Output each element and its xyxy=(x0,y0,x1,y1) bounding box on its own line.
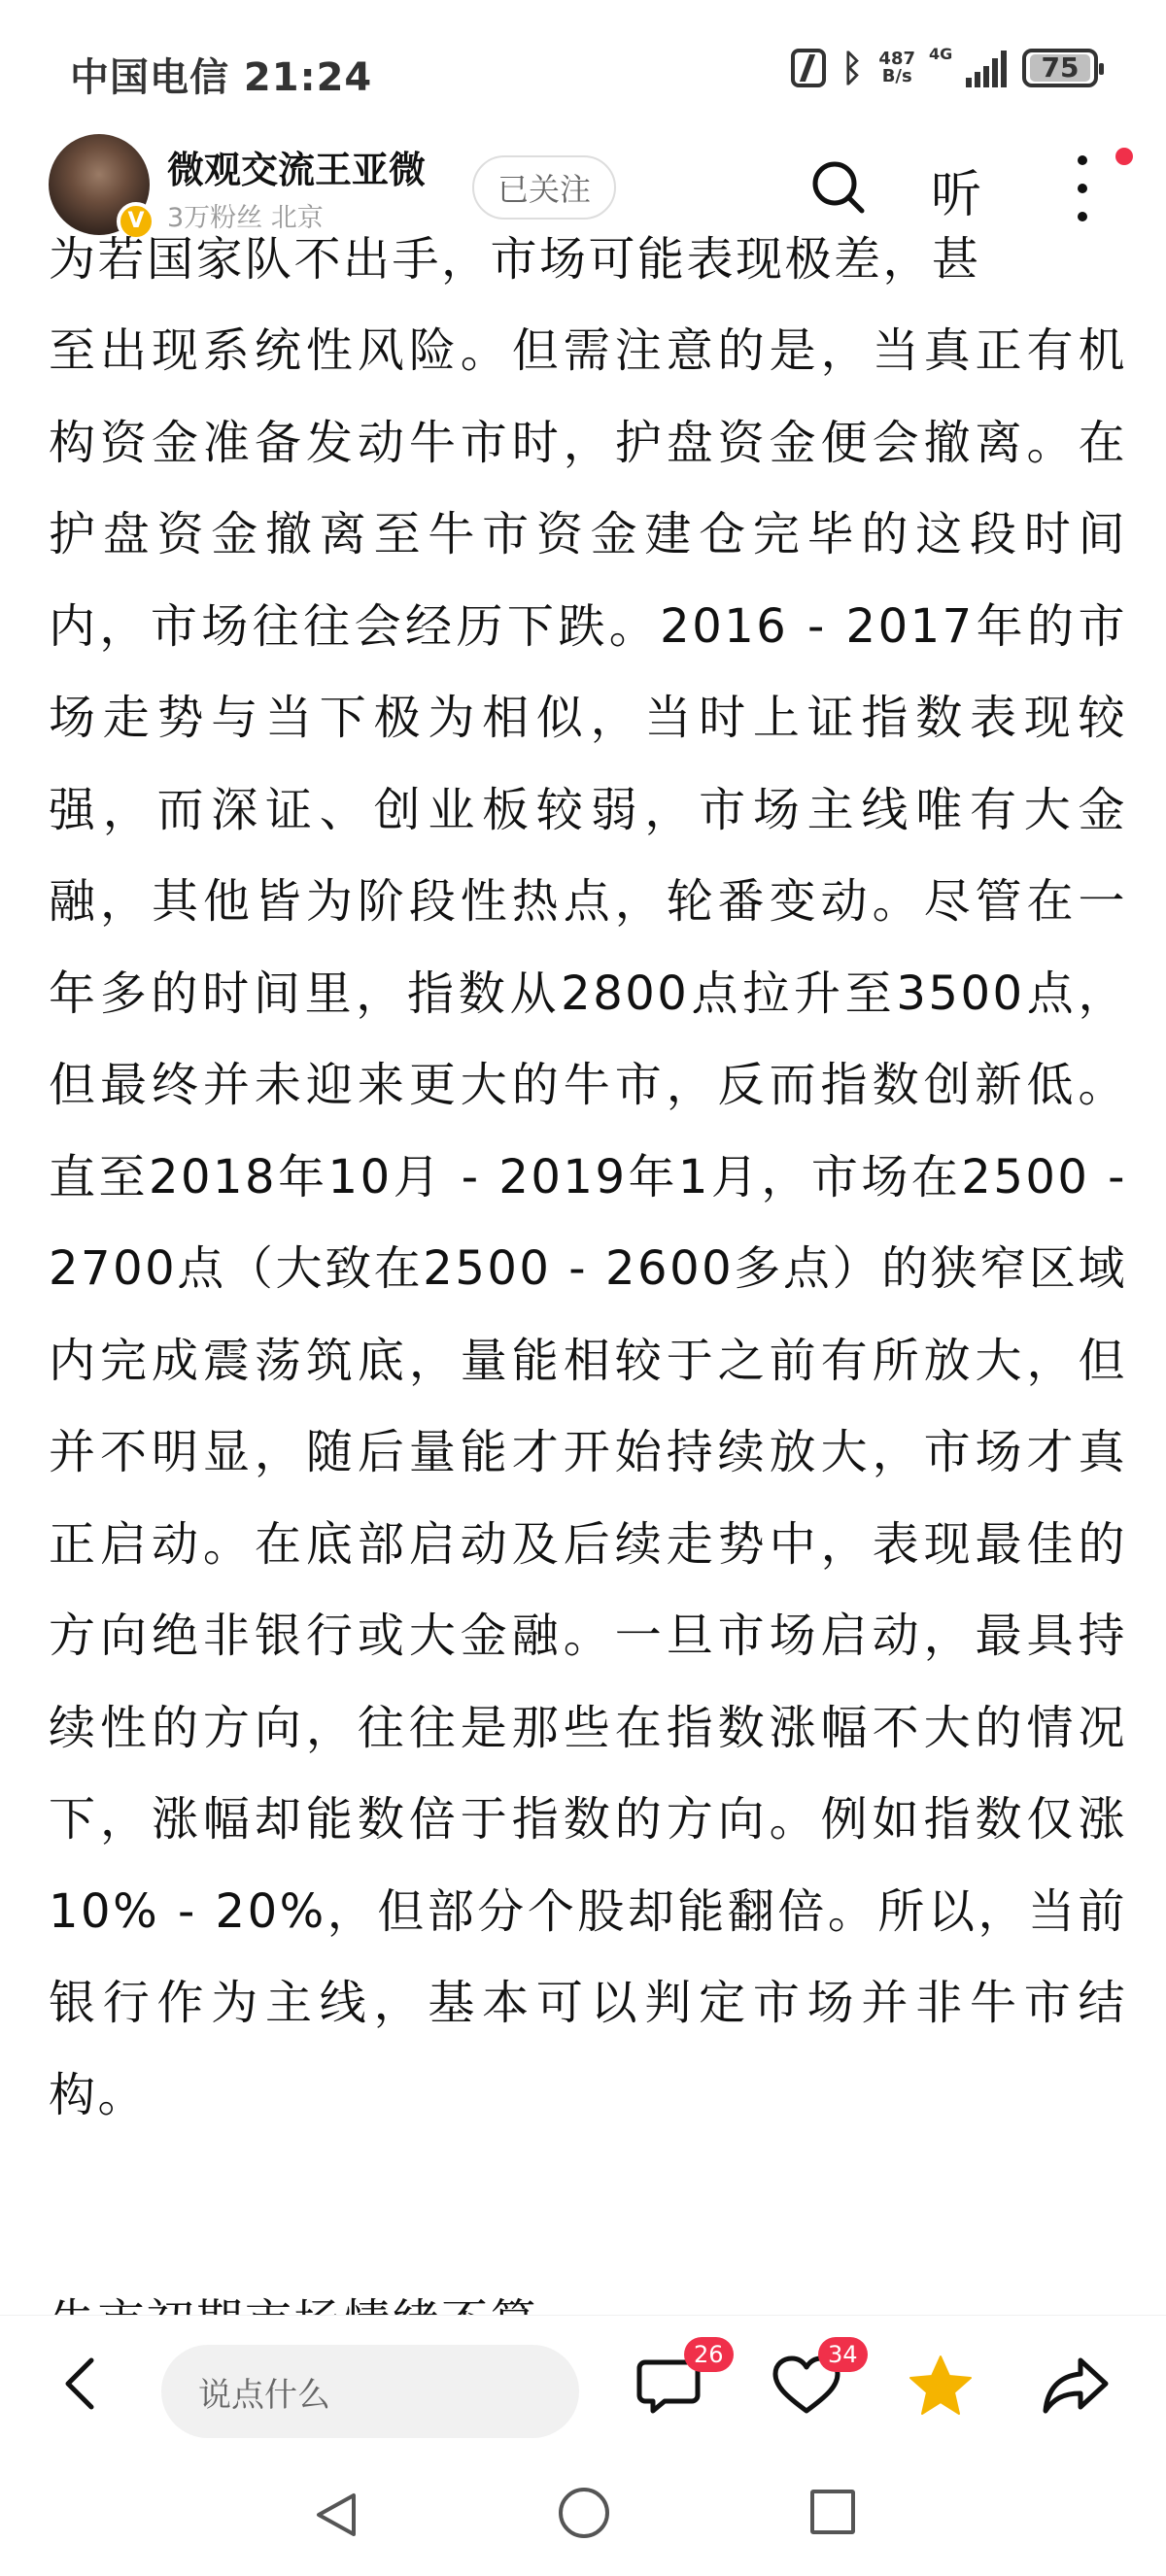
like-count-badge: 34 xyxy=(818,2337,868,2372)
status-bar xyxy=(0,0,1166,146)
bottom-action-bar xyxy=(0,2315,1166,2451)
follow-button[interactable]: 已关注 xyxy=(472,155,616,220)
nav-recent-apps-icon[interactable] xyxy=(810,2490,855,2534)
carrier-time: 中国电信 21:24 xyxy=(70,55,373,100)
signal-icon xyxy=(929,45,1007,87)
notification-dot xyxy=(1115,148,1133,165)
network-speed-unit: B/s xyxy=(881,66,912,86)
status-icons xyxy=(791,47,1098,89)
article-content xyxy=(49,232,1127,2315)
back-arrow-icon[interactable] xyxy=(56,2355,105,2413)
nav-home-icon[interactable] xyxy=(559,2488,609,2538)
bluetooth-icon: ᛒ xyxy=(840,47,864,89)
system-navigation-bar xyxy=(0,2451,1166,2576)
comment-count-badge: 26 xyxy=(684,2337,734,2372)
battery-icon xyxy=(1022,49,1098,87)
network-type: 4G xyxy=(929,45,953,63)
network-speed xyxy=(878,51,915,85)
article-paragraph: 至出现系统性风险。但需注意的是，当真正有机构资金准备发动牛市时，护盘资金便会撤离。在护盘资金撤离至牛市资金建仓完毕的这段时间内，市场往往会经历下跌。2016 - 2017年的市场走势与当下极为相似，当时上证指数表现较强，而深证、创业板较弱，市场主线唯有大金融，其他皆为阶段性热点，轮番变动。尽管在一年多的时间里，指数从2800点拉升至3500点，但最终并未迎来更大的牛市，反而指数创新低。直至2018年10月 - 2019年1月，市场在2500 - 2700点（大致在2500 - 2600多点）的狭窄区域内完成震荡筑底，量能相较于之前有所放大，但并不明显，随后量能才开始持续放大，市场才真正启动。在底部启动及后续走势中，表现最佳的方向绝非银行或大金融。一旦市场启动，最具持续性的方向，往往是那些在指数涨幅不大的情况下，涨幅却能数倍于指数的方向。例如指数仅涨10% - 20%，但部分个股却能翻倍。所以，当前银行作为主线，基本可以判定市场并非牛市结构。 xyxy=(49,323,1127,2122)
author-meta: 3万粉丝 北京 xyxy=(167,203,324,233)
article-cutoff-line: 为若国家队不出手，市场可能表现极差，甚 xyxy=(49,232,981,287)
more-options-icon[interactable] xyxy=(1069,155,1096,221)
battery-level: 75 xyxy=(1030,54,1090,82)
nav-back-icon[interactable] xyxy=(311,2490,361,2540)
verified-badge-icon: V xyxy=(117,202,155,241)
search-icon[interactable] xyxy=(808,157,867,216)
network-speed-value: 487 xyxy=(878,49,915,69)
share-icon[interactable] xyxy=(1042,2355,1112,2417)
nfc-icon xyxy=(791,49,826,87)
comment-input[interactable]: 说点什么 xyxy=(161,2345,579,2438)
author-name[interactable]: 微观交流王亚微 xyxy=(167,149,427,191)
listen-button[interactable]: 听 xyxy=(931,166,982,224)
favorite-star-icon[interactable] xyxy=(906,2355,976,2417)
